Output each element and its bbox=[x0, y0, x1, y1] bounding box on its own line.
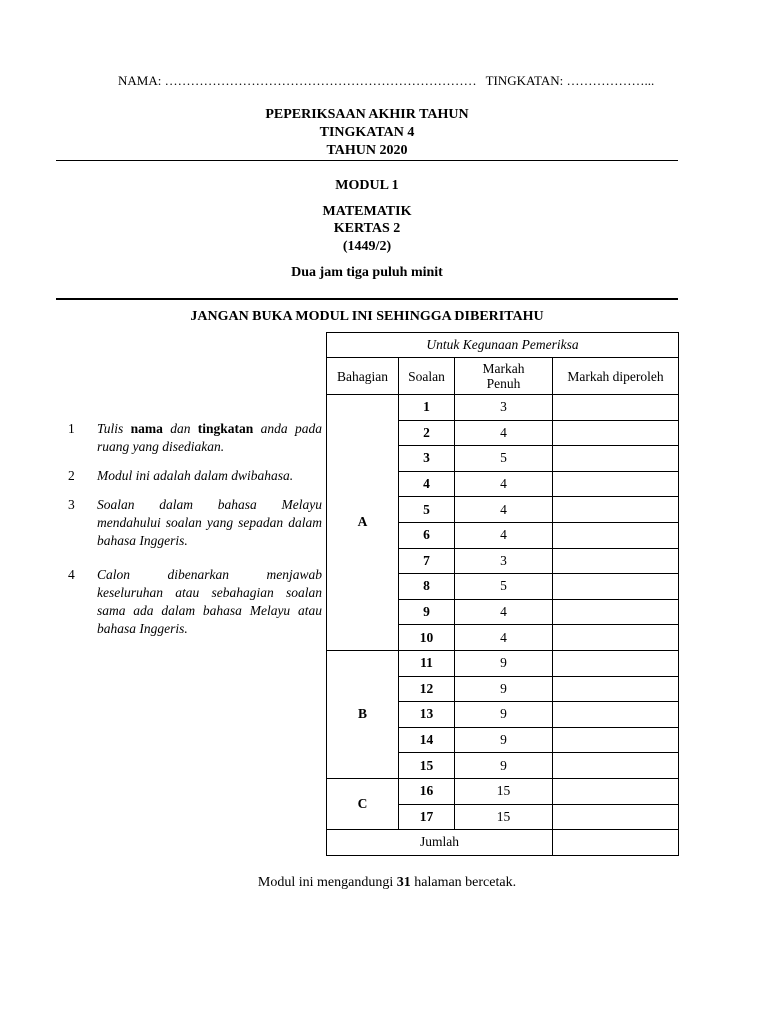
total-marks-cell bbox=[553, 830, 679, 856]
paper-title: KERTAS 2 bbox=[333, 221, 401, 236]
warning-text: JANGAN BUKA MODUL INI SEHINGGA DIBERITAHU bbox=[190, 309, 544, 324]
marks-obtained-cell bbox=[553, 548, 679, 574]
instruction-number: 4 bbox=[68, 567, 75, 582]
instruction-number: 3 bbox=[68, 497, 75, 512]
marks-obtained-cell bbox=[553, 574, 679, 600]
page-count: 31 bbox=[396, 875, 411, 890]
full-marks-cell: 4 bbox=[455, 420, 553, 446]
name-form-line bbox=[118, 73, 660, 89]
question-number-cell: 7 bbox=[399, 548, 455, 574]
section-cell: B bbox=[327, 650, 399, 778]
column-header-full-marks: Markah Penuh bbox=[455, 358, 553, 395]
exam-title: PEPERIKSAAN AKHIR TAHUN bbox=[265, 107, 469, 122]
marks-obtained-cell bbox=[553, 804, 679, 830]
section-cell: C bbox=[327, 778, 399, 829]
table-row bbox=[327, 395, 679, 421]
instruction-text: Modul ini adalah dalam dwibahasa. bbox=[97, 468, 294, 483]
full-marks-cell: 15 bbox=[455, 804, 553, 830]
full-marks-cell: 4 bbox=[455, 471, 553, 497]
question-number-cell: 12 bbox=[399, 676, 455, 702]
marks-obtained-cell bbox=[553, 753, 679, 779]
question-number-cell: 15 bbox=[399, 753, 455, 779]
marks-obtained-cell bbox=[553, 599, 679, 625]
question-number-cell: 5 bbox=[399, 497, 455, 523]
column-header-section: Bahagian bbox=[327, 358, 399, 395]
question-number-cell: 16 bbox=[399, 778, 455, 804]
marks-obtained-cell bbox=[553, 395, 679, 421]
marks-obtained-cell bbox=[553, 702, 679, 728]
table-row bbox=[327, 650, 679, 676]
question-number-cell: 1 bbox=[399, 395, 455, 421]
module-title: MODUL 1 bbox=[335, 178, 399, 193]
instruction-number: 1 bbox=[68, 421, 75, 436]
full-marks-cell: 4 bbox=[455, 522, 553, 548]
divider-bottom bbox=[56, 298, 678, 300]
question-number-cell: 2 bbox=[399, 420, 455, 446]
full-marks-cell: 9 bbox=[455, 753, 553, 779]
examiner-header: Untuk Kegunaan Pemeriksa bbox=[327, 333, 679, 358]
full-marks-cell: 4 bbox=[455, 625, 553, 651]
exam-duration: Dua jam tiga puluh minit bbox=[291, 265, 443, 280]
marks-table bbox=[326, 332, 679, 856]
question-number-cell: 9 bbox=[399, 599, 455, 625]
full-marks-cell: 4 bbox=[455, 599, 553, 625]
total-label: Jumlah bbox=[327, 830, 553, 856]
marks-obtained-cell bbox=[553, 625, 679, 651]
marks-obtained-cell bbox=[553, 727, 679, 753]
instruction-text: Tulis nama dan tingkatan anda pada ruang yang disediakan. bbox=[97, 421, 322, 454]
question-number-cell: 17 bbox=[399, 804, 455, 830]
full-marks-cell: 15 bbox=[455, 778, 553, 804]
instruction-item bbox=[68, 496, 322, 550]
column-header-marks-obtained: Markah diperoleh bbox=[553, 358, 679, 395]
instruction-item bbox=[68, 566, 322, 638]
name-field-label: NAMA: ……………………………………………………………… bbox=[118, 73, 477, 88]
paper-code: (1449/2) bbox=[342, 239, 392, 254]
marks-obtained-cell bbox=[553, 676, 679, 702]
column-header-question: Soalan bbox=[399, 358, 455, 395]
marks-obtained-cell bbox=[553, 778, 679, 804]
full-marks-cell: 3 bbox=[455, 395, 553, 421]
section-cell: A bbox=[327, 395, 399, 651]
instruction-item bbox=[68, 420, 322, 456]
instruction-item bbox=[68, 467, 322, 485]
instruction-text: Calon dibenarkan menjawab keseluruhan atau sebahagian soalan sama ada dalam bahasa Melayu atau bahasa Inggeris. bbox=[97, 567, 322, 636]
question-number-cell: 3 bbox=[399, 446, 455, 472]
instructions-list bbox=[68, 420, 322, 649]
full-marks-cell: 4 bbox=[455, 497, 553, 523]
question-number-cell: 8 bbox=[399, 574, 455, 600]
full-marks-cell: 9 bbox=[455, 650, 553, 676]
page-count-note: Modul ini mengandungi 31 halaman bercetak. bbox=[257, 875, 517, 890]
exam-year: TAHUN 2020 bbox=[326, 143, 408, 158]
marks-obtained-cell bbox=[553, 446, 679, 472]
exam-form: TINGKATAN 4 bbox=[319, 125, 415, 140]
full-marks-cell: 5 bbox=[455, 446, 553, 472]
full-marks-cell: 9 bbox=[455, 702, 553, 728]
subject-title: MATEMATIK bbox=[322, 204, 412, 219]
question-number-cell: 4 bbox=[399, 471, 455, 497]
full-marks-cell: 3 bbox=[455, 548, 553, 574]
instruction-text: Soalan dalam bahasa Melayu mendahului soalan yang sepadan dalam bahasa Inggeris. bbox=[97, 497, 322, 548]
marks-obtained-cell bbox=[553, 471, 679, 497]
form-field-label: TINGKATAN: ………………... bbox=[485, 73, 655, 88]
full-marks-cell: 9 bbox=[455, 676, 553, 702]
question-number-cell: 13 bbox=[399, 702, 455, 728]
marks-obtained-cell bbox=[553, 522, 679, 548]
question-number-cell: 14 bbox=[399, 727, 455, 753]
instruction-number: 2 bbox=[68, 468, 75, 483]
full-marks-cell: 5 bbox=[455, 574, 553, 600]
question-number-cell: 10 bbox=[399, 625, 455, 651]
marks-obtained-cell bbox=[553, 420, 679, 446]
marks-obtained-cell bbox=[553, 650, 679, 676]
question-number-cell: 11 bbox=[399, 650, 455, 676]
table-row bbox=[327, 778, 679, 804]
full-marks-cell: 9 bbox=[455, 727, 553, 753]
divider-top bbox=[56, 160, 678, 161]
question-number-cell: 6 bbox=[399, 522, 455, 548]
marks-obtained-cell bbox=[553, 497, 679, 523]
